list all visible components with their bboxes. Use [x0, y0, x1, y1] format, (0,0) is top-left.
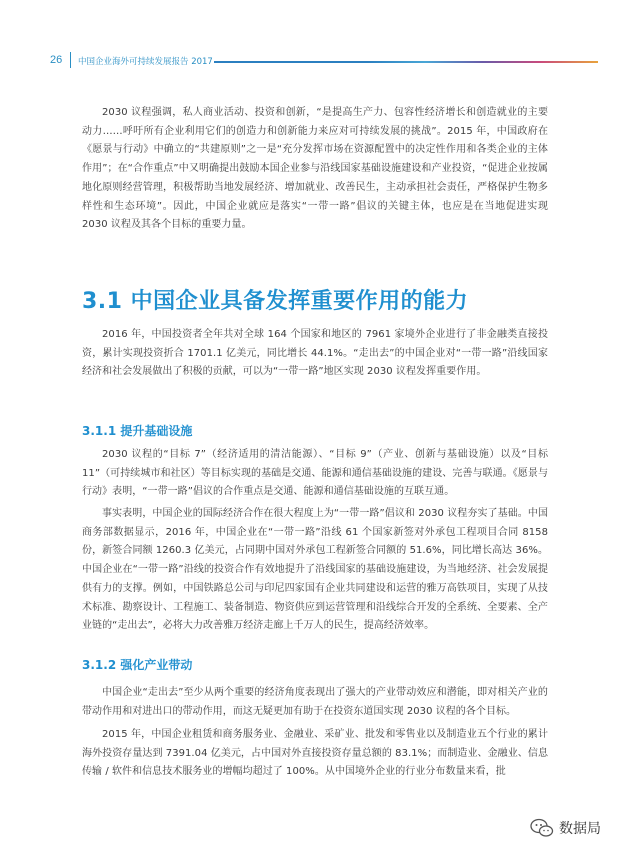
watermark — [530, 818, 601, 838]
section-3-1-2-paragraph-1: 中国企业“走出去”至少从两个重要的经济角度表现出了强大的产业带动效应和潜能，即对相关产业的带动作用和对进出口的带动作用，而这无疑更加有助于在投资东道国实现 2030 议程的各个目标。 — [82, 687, 548, 717]
header-gradient-rule — [214, 61, 598, 63]
report-title: 中国企业海外可持续发展报告 2017 — [78, 57, 213, 67]
intro-paragraph: 2030 议程强调，私人商业活动、投资和创新，“是提高生产力、包容性经济增长和创造就业的主要动力……呼吁所有企业利用它们的创造力和创新能力来应对可持续发展的挑战”。2015 年，中国政府在《愿景与行动》中确立的“共建原则”之一是“充分发挥市场在资源配置中的决定性作用和各类企业的主体作用”；在“合作重点”中又明确提出鼓励本国企业参与沿线国家基础设施建设和产业投资，“促进企业按属地化原则经营管理，积极帮助当地发展经济、增加就业、改善民生，主动承担社会责任，严格保护生物多样性和生态环境”。因此，中国企业就应是落实“一带一路”倡议的关键主体，也应是在当地促进实现 2030 议程及其各个目标的重要力量。 — [82, 107, 548, 231]
section-3-1-2-paragraph-2: 2015 年，中国企业租赁和商务服务业、金融业、采矿业、批发和零售业以及制造业五个行业的累计海外投资存量达到 7391.04 亿美元，占中国对外直接投资存量总额的 83.1%；而制造业、金融业、信息传输 / 软件和信息技术服务业的增幅均超过了 100%。从中国境外企业的行业分布数量来看，批 — [82, 729, 548, 778]
watermark-text: 数据局 — [559, 821, 601, 837]
header-divider — [70, 52, 71, 68]
section-3-1-1-paragraph-1: 2030 议程的“目标 7”（经济适用的清洁能源）、“目标 9”（产业、创新与基础设施）以及“目标 11”（可持续城市和社区）等目标实现的基础是交通、能源和通信基础设施的建设、完善与联通。《愿景与行动》表明，“一带一路”倡议的合作重点是交通、能源和通信基础设施的互联互通。 — [82, 449, 548, 498]
section-3-1-1-heading: 3.1.1 提升基础设施 — [82, 424, 193, 438]
section-3-1-heading: 3.1 中国企业具备发挥重要作用的能力 — [82, 289, 469, 314]
section-3-1-paragraph: 2016 年，中国投资者全年共对全球 164 个国家和地区的 7961 家境外企业进行了非金融类直接投资，累计实现投资折合 1701.1 亿美元，同比增长 44.1%。“走出去”的中国企业对“一带一路”沿线国家经济和社会发展做出了积极的贡献，可以为“一带一路”地区实现 2030 议程发挥重要作用。 — [82, 329, 548, 378]
page-number: 26 — [50, 54, 63, 66]
section-3-1-1-paragraph-2: 事实表明，中国企业的国际经济合作在很大程度上为“一带一路”倡议和 2030 议程夯实了基础。中国商务部数据显示，2016 年，中国企业在“一带一路”沿线 61 个国家新签对外承包工程项目合同 8158 份，新签合同额 1260.3 亿美元，占同期中国对外承包工程新签合同额的 51.6%，同比增长高达 36%。中国企业在“一带一路”沿线的投资合作有效地提升了沿线国家的基础设施建设，为当地经济、社会发展提供有力的支撑。例如，中国铁路总公司与印尼四家国有企业共同建设和运营的雅万高铁项目，实现了从技术标准、勘察设计、工程施工、装备制造、物资供应到运营管理和沿线综合开发的全系统、全要素、全产业链的“走出去”，必将大力改善雅万经济走廊上千万人的民生，提高经济效率。 — [82, 508, 548, 632]
section-3-1-2-heading: 3.1.2 强化产业带动 — [82, 658, 193, 672]
wechat-icon — [530, 818, 554, 838]
